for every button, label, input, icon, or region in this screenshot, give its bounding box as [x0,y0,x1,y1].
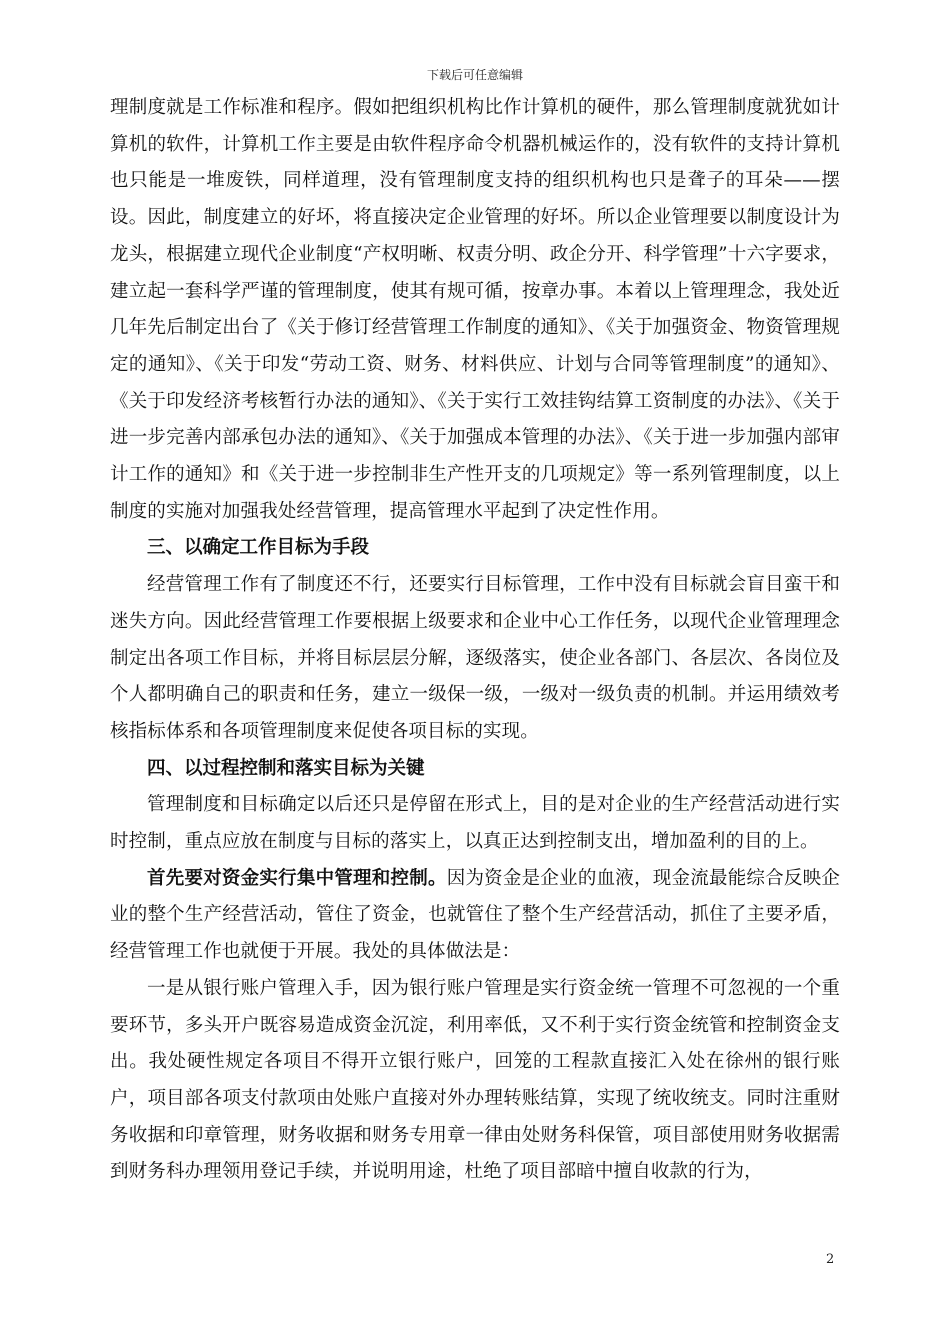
section-heading-3: 三、以确定工作目标为手段 [147,537,370,559]
paragraph-1: 理制度就是工作标准和程序。假如把组织机构比作计算机的硬件，那么管理制度就犹如计算机的软件，计算机工作主要是由软件程序命令机器机械运作的，没有软件的支持计算机也只能是一堆废铁，同样道理，没有管理制度支持的组织机构也只是聋子的耳朵——摆设。因此，制度建立的好坏，将直接决定企业管理的好坏。所以企业管理要以制度设计为龙头，根据建立现代企业制度“产权明晰、权责分明、政企分开、科学管理”十六字要求，建立起一套科学严谨的管理制度，使其有规可循，按章办事。本着以上管理理念，我处近几年先后制定出台了《关于修订经营管理工作制度的通知》、《关于加强资金、物资管理规定的通知》、《关于印发“劳动工资、财务、材料供应、计划与合同等管理制度”的通知》、《关于印发经济考核暂行办法的通知》、《关于实行工效挂钩结算工资制度的办法》、《关于进一步完善内部承包办法的通知》、《关于加强成本管理的办法》、《关于进一步加强内部审计工作的通知》和《关于进一步控制非生产性开支的几项规定》等一系列管理制度，以上制度的实施对加强我处经营管理，提高管理水平起到了决定性作用。 [110,97,840,522]
section-heading-4: 四、以过程控制和落实目标为关键 [147,757,425,779]
paragraph-2: 经营管理工作有了制度还不行，还要实行目标管理，工作中没有目标就会盲目蛮干和迷失方向。因此经营管理工作要根据上级要求和企业中心工作任务，以现代企业管理理念制定出各项工作目标，并将目标层层分解，逐级落实，使企业各部门、各层次、各岗位及个人都明确自己的职责和任务，建立一级保一级，一级对一级负责的机制。并运用绩效考核指标体系和各项管理制度来促使各项目标的实现。 [110,574,840,742]
document-body [110,90,840,1191]
paragraph-4-text: 因为资金是企业的血液，现金流最能综合反映企业的整个生产经营活动，管住了资金，也就管住了整个生产经营活动，抓住了主要矛盾，经营管理工作也就便于开展。我处的具体做法是： [110,867,841,963]
paragraph-3: 管理制度和目标确定以后还只是停留在形式上，目的是对企业的生产经营活动进行实时控制，重点应放在制度与目标的落实上，以真正达到控制支出，增加盈利的目的上。 [110,794,840,853]
paragraph-4-lead: 首先要对资金实行集中管理和控制。 [147,867,447,889]
page-number: 2 [826,1252,835,1267]
paragraph-5: 一是从银行账户管理入手，因为银行账户管理是实行资金统一管理不可忽视的一个重要环节，多头开户既容易造成资金沉淀，利用率低，又不利于实行资金统管和控制资金支出。我处硬性规定各项目不得开立银行账户，回笼的工程款直接汇入处在徐州的银行账户，项目部各项支付款项由处账户直接对外办理转账结算，实现了统收统支。同时注重财务收据和印章管理，财务收据和财务专用章一律由处财务科保管，项目部使用财务收据需到财务科办理领用登记手续，并说明用途，杜绝了项目部暗中擅自收款的行为， [110,977,840,1183]
paragraph-4 [110,861,840,971]
page-header: 下载后可任意编辑 [426,68,523,82]
